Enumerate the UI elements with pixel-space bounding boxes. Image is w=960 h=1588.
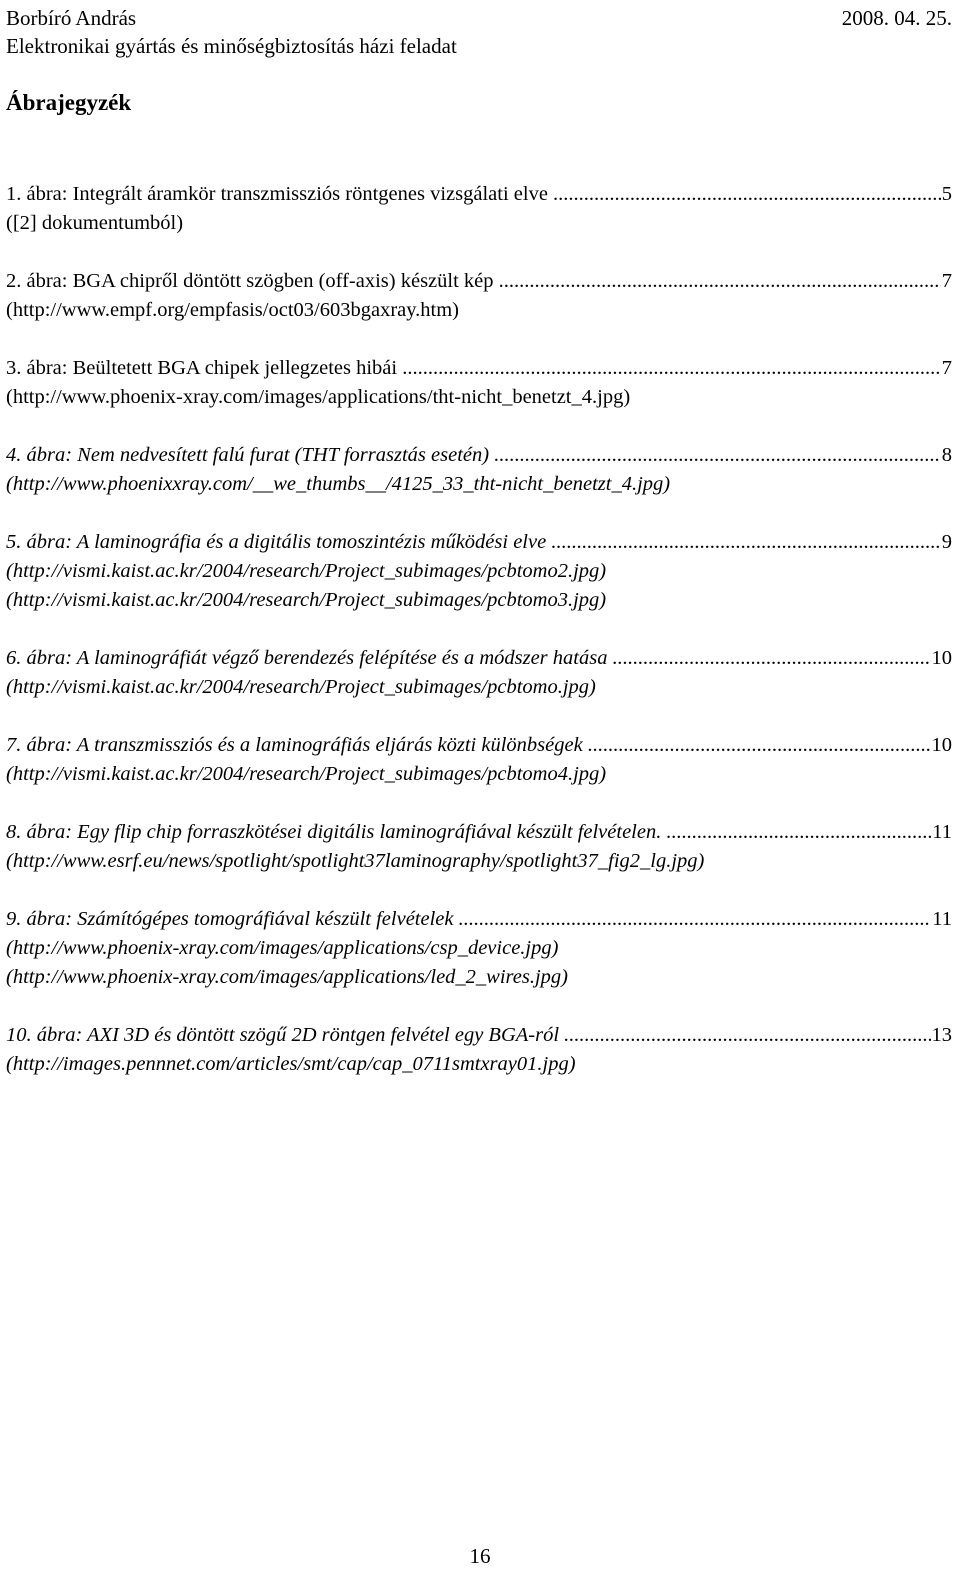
figure-list	[6, 180, 952, 1108]
figure-page-number: 5	[941, 183, 952, 205]
figure-entry	[6, 441, 952, 499]
figure-title: 2. ábra: BGA chipről döntött szögben (off-axis) készült kép .....	[6, 267, 941, 296]
figure-title: 6. ábra: A laminográfiát végző berendezés felépítése és a módszer hatása .....	[6, 644, 931, 673]
figure-title: 5. ábra: A laminográfia és a digitális tomoszintézis működési elve .....	[6, 528, 941, 557]
figure-entry	[6, 1021, 952, 1079]
figure-page-number: 9	[941, 531, 952, 553]
figure-source: (http://vismi.kaist.ac.kr/2004/research/Project_subimages/pcbtomo3.jpg)	[6, 589, 607, 611]
figure-entry-line	[6, 528, 952, 557]
figure-title: 1. ábra: Integrált áramkör transzmissziós röntgenes vizsgálati elve .....	[6, 180, 941, 209]
figure-entry-line	[6, 354, 952, 383]
page-header	[6, 4, 952, 60]
figure-entry-line	[6, 644, 952, 673]
figure-page-number: 11	[932, 821, 952, 843]
page-number: 16	[469, 1544, 491, 1568]
figure-page-number: 7	[941, 357, 952, 379]
figure-source: (http://www.phoenix-xray.com/images/applications/csp_device.jpg)	[6, 937, 559, 959]
figure-page-number: 10	[931, 734, 952, 756]
figure-source: ([2] dokumentumból)	[6, 212, 184, 234]
document-date: 2008. 04. 25.	[841, 6, 952, 30]
figure-entry	[6, 905, 952, 992]
figure-source: (http://vismi.kaist.ac.kr/2004/research/Project_subimages/pcbtomo4.jpg)	[6, 763, 607, 785]
figure-entry-line	[6, 267, 952, 296]
figure-entry-line	[6, 441, 952, 470]
figure-source: (http://www.phoenixxray.com/__we_thumbs__/4125_33_tht-nicht_benetzt_4.jpg)	[6, 473, 671, 495]
figure-entry	[6, 528, 952, 615]
figure-page-number: 11	[932, 908, 952, 930]
figure-entry-line	[6, 905, 952, 934]
figure-title: 9. ábra: Számítógépes tomográfiával készült felvételek .....	[6, 905, 931, 934]
figure-source: (http://vismi.kaist.ac.kr/2004/research/Project_subimages/pcbtomo.jpg)	[6, 676, 596, 698]
document-subtitle: Elektronikai gyártás és minőségbiztosítás házi feladat	[6, 34, 457, 58]
figure-entry-line	[6, 731, 952, 760]
figure-entry	[6, 267, 952, 325]
figure-title: 10. ábra: AXI 3D és döntött szögű 2D röntgen felvétel egy BGA-ról .....	[6, 1021, 931, 1050]
figure-source: (http://images.pennnet.com/articles/smt/cap/cap_0711smtxray01.jpg)	[6, 1053, 576, 1075]
figure-page-number: 7	[941, 270, 952, 292]
author-name: Borbíró András	[6, 6, 137, 30]
figure-source: (http://www.phoenix-xray.com/images/applications/tht-nicht_benetzt_4.jpg)	[6, 386, 631, 408]
figure-source: (http://www.empf.org/empfasis/oct03/603bgaxray.htm)	[6, 299, 460, 321]
figure-entry-line	[6, 818, 952, 847]
figure-page-number: 13	[931, 1024, 952, 1046]
figure-entry	[6, 644, 952, 702]
figure-page-number: 8	[941, 444, 952, 466]
figure-page-number: 10	[931, 647, 952, 669]
section-heading: Ábrajegyzék	[6, 90, 132, 115]
figure-source: (http://vismi.kaist.ac.kr/2004/research/Project_subimages/pcbtomo2.jpg)	[6, 560, 607, 582]
figure-entry-line	[6, 1021, 952, 1050]
figure-entry	[6, 180, 952, 238]
figure-title: 4. ábra: Nem nedvesített falú furat (THT forrasztás esetén) .....	[6, 441, 941, 470]
figure-title: 7. ábra: A transzmissziós és a laminográfiás eljárás közti különbségek .....	[6, 731, 931, 760]
figure-title: 3. ábra: Beültetett BGA chipek jellegzetes hibái .....	[6, 354, 941, 383]
figure-entry-line	[6, 180, 952, 209]
figure-source: (http://www.esrf.eu/news/spotlight/spotlight37laminography/spotlight37_fig2_lg.jpg)	[6, 850, 705, 872]
figure-entry	[6, 731, 952, 789]
figure-source: (http://www.phoenix-xray.com/images/applications/led_2_wires.jpg)	[6, 966, 568, 988]
header-top-row	[6, 4, 952, 32]
figure-entry	[6, 354, 952, 412]
figure-entry	[6, 818, 952, 876]
figure-title: 8. ábra: Egy flip chip forraszkötései digitális laminográfiával készült felvételen. .....	[6, 818, 931, 847]
